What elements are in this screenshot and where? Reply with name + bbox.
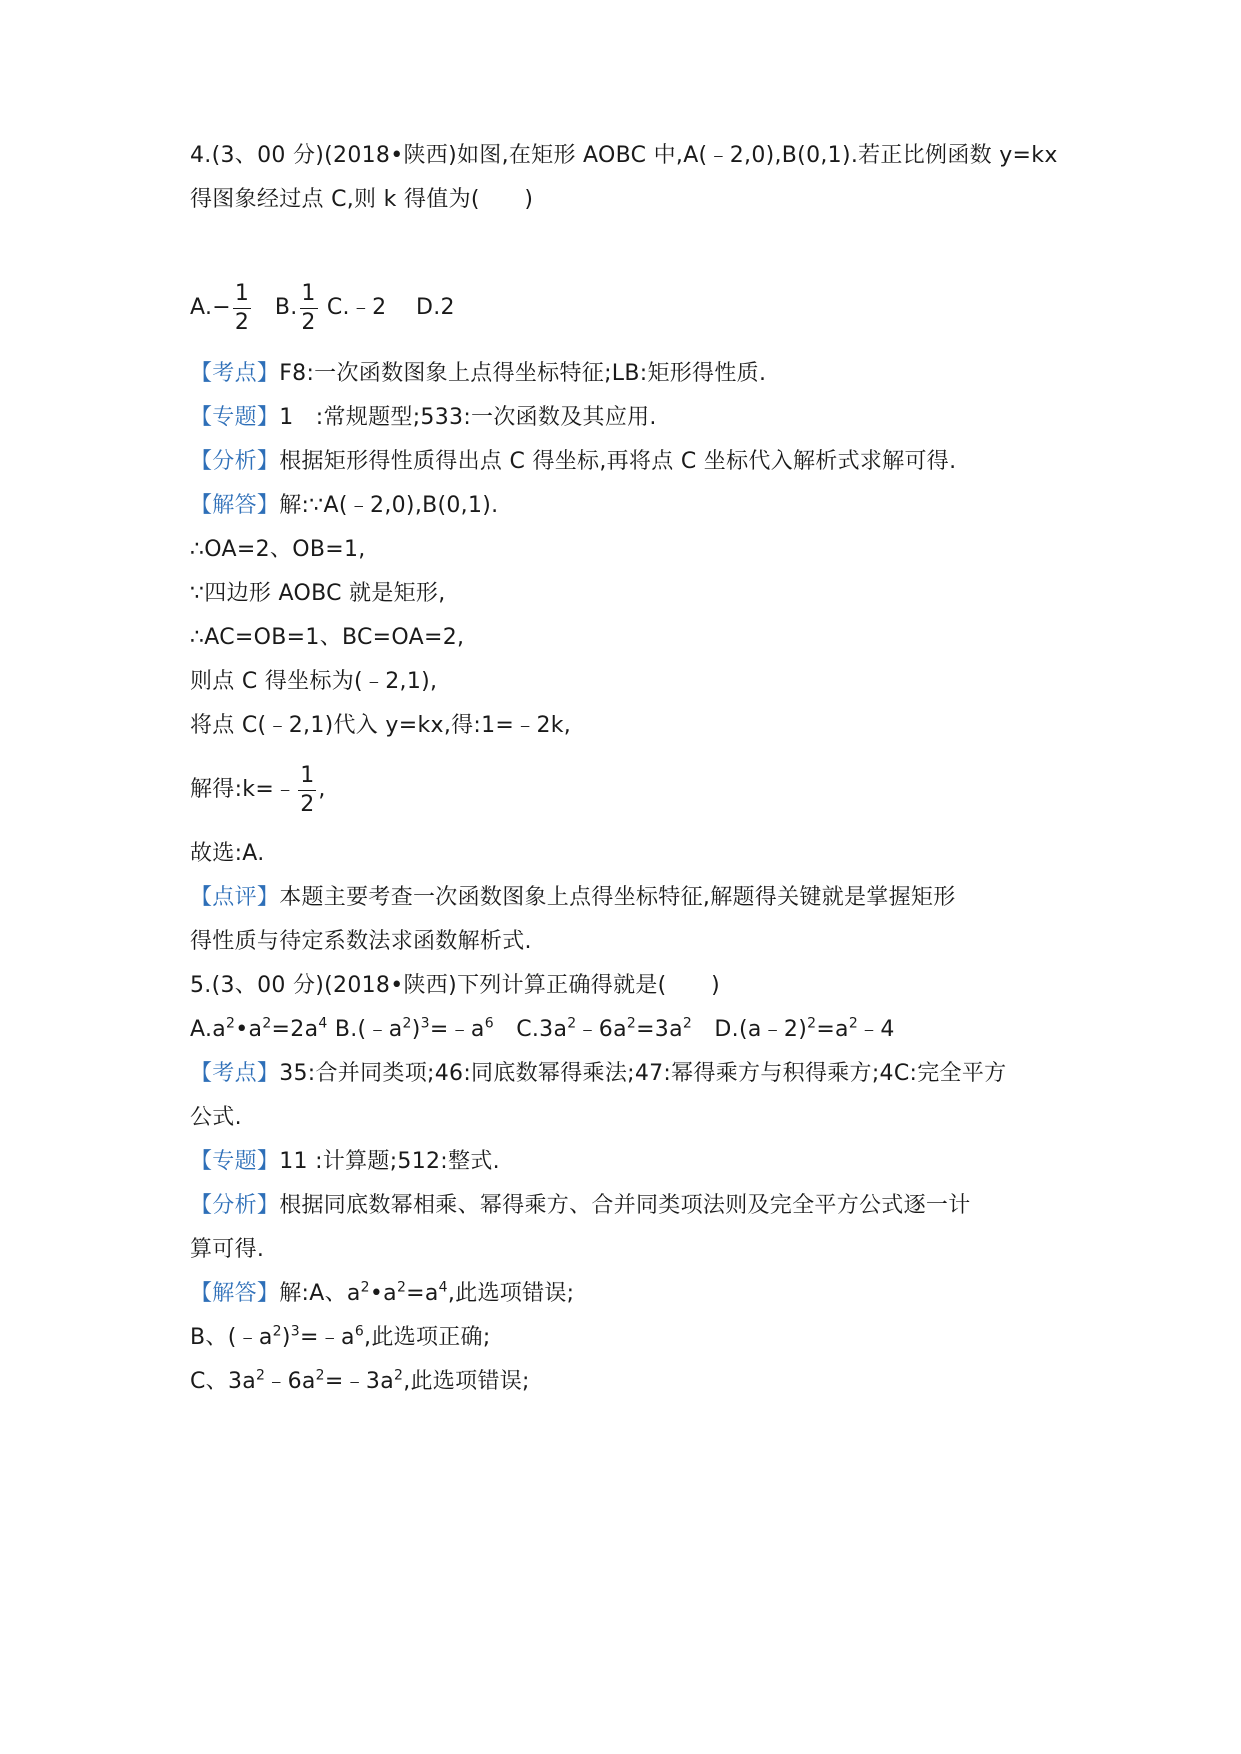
opt-c-text: ﹣6a [576, 1017, 627, 1042]
opt-a-text: •a [235, 1017, 263, 1042]
exponent: 2 [394, 1367, 404, 1384]
exponent: 6 [484, 1015, 494, 1032]
exponent: 2 [848, 1015, 859, 1032]
q5-zhuanti [190, 1146, 500, 1178]
zhuanti-text: 1 :常规题型;533:一次函数及其应用. [279, 405, 657, 430]
exponent: 4 [318, 1015, 328, 1032]
fraction-bar [298, 790, 316, 791]
exponent: 3 [290, 1323, 300, 1340]
kaodian-tag: 【考点】 [190, 1061, 280, 1086]
jieda-text: •a [369, 1281, 397, 1306]
opt-b-text: ) [411, 1017, 421, 1042]
kaodian-tag: 【考点】 [190, 361, 280, 386]
exponent: 2 [360, 1279, 370, 1296]
q4-dianping-line1 [190, 882, 956, 914]
jieda-text: 解:∵A(﹣2,0),B(0,1). [279, 493, 499, 518]
opt-c-text: =3a [636, 1017, 683, 1042]
exponent: 2 [567, 1015, 577, 1032]
fenxi-tag: 【分析】 [190, 1193, 280, 1218]
q4-jieda [190, 490, 498, 522]
jieda-text: ,此选项错误; [447, 1281, 575, 1306]
fenxi-text: 根据矩形得性质得出点 C 得坐标,再将点 C 坐标代入解析式求解可得. [279, 449, 957, 474]
q4-step-3: ∴AC=OB=1、BC=OA=2, [190, 625, 465, 650]
opt-d-text: D.(a﹣2) [692, 1017, 808, 1042]
q5-options [190, 1014, 895, 1046]
option-a-label: A. [190, 295, 213, 320]
jieda-text: =﹣a [300, 1325, 355, 1350]
q4-dianping-line2: 得性质与待定系数法求函数解析式. [190, 929, 532, 954]
jieda-text: ,此选项正确; [364, 1325, 491, 1350]
solve-fraction [296, 764, 318, 817]
fraction-bar [300, 308, 318, 309]
solve-prefix: 解得:k=﹣ [190, 777, 297, 802]
q4-fenxi [190, 446, 956, 478]
exponent: 2 [396, 1279, 407, 1296]
exponent: 6 [354, 1323, 365, 1340]
fenxi-text: 根据同底数幂相乘、幂得乘方、合并同类项法则及完全平方公式逐一计 [279, 1193, 971, 1218]
exponent: 2 [807, 1015, 817, 1032]
q4-step-4: 则点 C 得坐标为(﹣2,1), [190, 669, 438, 694]
jieda-tag: 【解答】 [190, 493, 280, 518]
jieda-text: ﹣6a [265, 1369, 316, 1394]
fenxi-tag: 【分析】 [190, 449, 280, 474]
jieda-text: B、(﹣a [190, 1325, 273, 1350]
option-a-sign: − [212, 295, 231, 320]
dianping-tag: 【点评】 [190, 885, 280, 910]
jieda-text: =﹣3a [324, 1369, 394, 1394]
option-b-label: B. [274, 295, 298, 320]
jieda-text: =a [406, 1281, 439, 1306]
q4-options [190, 278, 455, 338]
fraction-numerator: 1 [234, 280, 250, 306]
option-b-fraction [298, 282, 320, 335]
fraction-numerator: 1 [301, 280, 316, 306]
zhuanti-text: 11 :计算题;512:整式. [279, 1149, 500, 1174]
kaodian-text: 35:合并同类项;46:同底数幂得乘法;47:幂得乘方与积得乘方;4C:完全平方 [279, 1061, 1007, 1086]
opt-d-text: ﹣4 [858, 1017, 895, 1042]
q5-jieda-a [190, 1278, 574, 1310]
q4-header-line2: 得图象经过点 C,则 k 得值为( ) [190, 187, 534, 212]
kaodian-text: F8:一次函数图象上点得坐标特征;LB:矩形得性质. [279, 361, 767, 386]
zhuanti-tag: 【专题】 [190, 405, 280, 430]
fraction-denominator: 2 [300, 791, 315, 817]
jieda-text: 解:A、a [279, 1281, 361, 1306]
fraction-denominator: 2 [301, 309, 316, 335]
q5-kaodian-line2: 公式. [190, 1105, 242, 1130]
q4-zhuanti [190, 402, 657, 434]
jieda-tag: 【解答】 [190, 1281, 280, 1306]
opt-c-text: C.3a [493, 1017, 568, 1042]
solve-suffix: , [318, 777, 326, 802]
q5-jieda-b [190, 1322, 491, 1354]
exponent: 2 [682, 1015, 693, 1032]
jieda-text: C、3a [190, 1369, 257, 1394]
dianping-text: 本题主要考查一次函数图象上点得坐标特征,解题得关键就是掌握矩形 [279, 885, 956, 910]
zhuanti-tag: 【专题】 [190, 1149, 280, 1174]
opt-a-text: =2a [271, 1017, 319, 1042]
q5-header: 5.(3、00 分)(2018•陕西)下列计算正确得就是( ) [190, 973, 721, 998]
q5-kaodian-line1 [190, 1058, 1006, 1090]
exponent: 4 [438, 1279, 448, 1296]
exponent: 2 [272, 1323, 282, 1340]
exponent: 3 [420, 1015, 430, 1032]
exponent: 2 [626, 1015, 637, 1032]
exponent: 2 [226, 1015, 236, 1032]
q5-fenxi-line2: 算可得. [190, 1237, 265, 1262]
q4-kaodian [190, 358, 766, 390]
jieda-text: ) [281, 1325, 291, 1350]
exponent: 2 [315, 1367, 325, 1384]
q5-fenxi-line1 [190, 1190, 971, 1222]
q4-header-line1: 4.(3、00 分)(2018•陕西)如图,在矩形 AOBC 中,A(﹣2,0),B(0,1).若正比例函数 y=kx [190, 143, 1058, 168]
exponent: 2 [402, 1015, 412, 1032]
opt-d-text: =a [816, 1017, 849, 1042]
q5-jieda-c [190, 1366, 530, 1398]
option-cd-text: C.﹣2 D.2 [319, 295, 455, 320]
jieda-text: ,此选项错误; [403, 1369, 530, 1394]
option-a-fraction [231, 282, 253, 335]
q4-choose: 故选:A. [190, 841, 265, 866]
exponent: 2 [262, 1015, 272, 1032]
fraction-denominator: 2 [234, 309, 250, 335]
fraction-bar [233, 308, 251, 309]
exponent: 2 [256, 1367, 266, 1384]
opt-a-text: A.a [190, 1017, 227, 1042]
q4-step-5: 将点 C(﹣2,1)代入 y=kx,得:1=﹣2k, [190, 713, 572, 738]
q4-step-1: ∴OA=2、OB=1, [190, 537, 366, 562]
fraction-numerator: 1 [300, 762, 315, 788]
opt-b-text: =﹣a [429, 1017, 485, 1042]
q4-step-2: ∵四边形 AOBC 就是矩形, [190, 581, 446, 606]
q4-solve-line [190, 760, 326, 820]
opt-b-text: B.(﹣a [327, 1017, 403, 1042]
